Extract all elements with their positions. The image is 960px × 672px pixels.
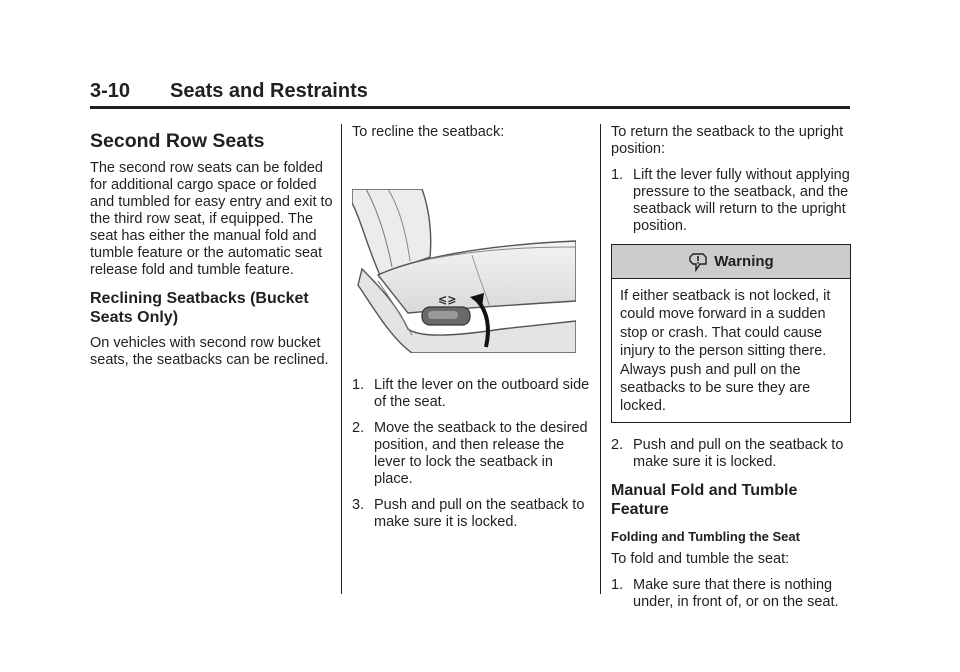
body-paragraph: On vehicles with second row bucket seats, the seatbacks can be reclined. — [90, 335, 329, 368]
svg-text:⩽⩾: ⩽⩾ — [438, 293, 457, 306]
lead-paragraph: To fold and tumble the seat: — [611, 550, 790, 567]
list-item: 3. Push and pull on the seatback to make sure it is locked. — [352, 497, 585, 530]
page-header — [90, 80, 850, 109]
warning-box — [611, 244, 851, 423]
subsection-heading: Manual Fold and Tumble Feature — [611, 481, 798, 518]
list-item: 1. Lift the lever fully without applying pressure to the seatback, and the seatback will return to the upright position. — [611, 167, 850, 234]
minor-heading: Folding and Tumbling the Seat — [611, 528, 800, 544]
column-2 — [352, 124, 590, 540]
column-3 — [611, 124, 851, 620]
warning-title: Warning — [714, 253, 774, 270]
warning-icon — [688, 252, 708, 272]
list-item: 2. Move the seatback to the desired position, and then release the lever to lock the seatback in place. — [352, 420, 588, 487]
column-divider — [600, 124, 601, 594]
section-title: Seats and Restraints — [170, 80, 368, 102]
page-number: 3-10 — [90, 80, 131, 102]
lead-paragraph: To return the seatback to the upright position: — [611, 124, 844, 157]
column-1 — [90, 124, 334, 378]
subsection-heading: Reclining Seatbacks (Bucket Seats Only) — [90, 290, 309, 326]
section-heading: Second Row Seats — [90, 130, 265, 152]
list-item: 1. Lift the lever on the outboard side of the seat. — [352, 377, 590, 410]
column-divider — [341, 124, 342, 594]
warning-header — [612, 245, 850, 279]
intro-paragraph: The second row seats can be folded for additional cargo space or folded and tumbled for easy entry and exit to the third row seat, if equipped. The seat has either the manual fold and tumble feature or the automatic seat release fold and tumble feature. — [90, 160, 333, 278]
warning-text: If either seatback is not locked, it could move forward in a sudden stop or crash. That could cause injury to the person sitting there. Always push and pull on the seatbacks to be sure they are locked. — [620, 288, 831, 415]
list-item: 1. Make sure that there is nothing under, in front of, or on the seat. — [611, 576, 839, 610]
lead-paragraph: To recline the seatback: — [352, 124, 505, 140]
list-item: 2. Push and pull on the seatback to make sure it is locked. — [611, 436, 844, 470]
seat-lever-illustration — [352, 189, 576, 353]
